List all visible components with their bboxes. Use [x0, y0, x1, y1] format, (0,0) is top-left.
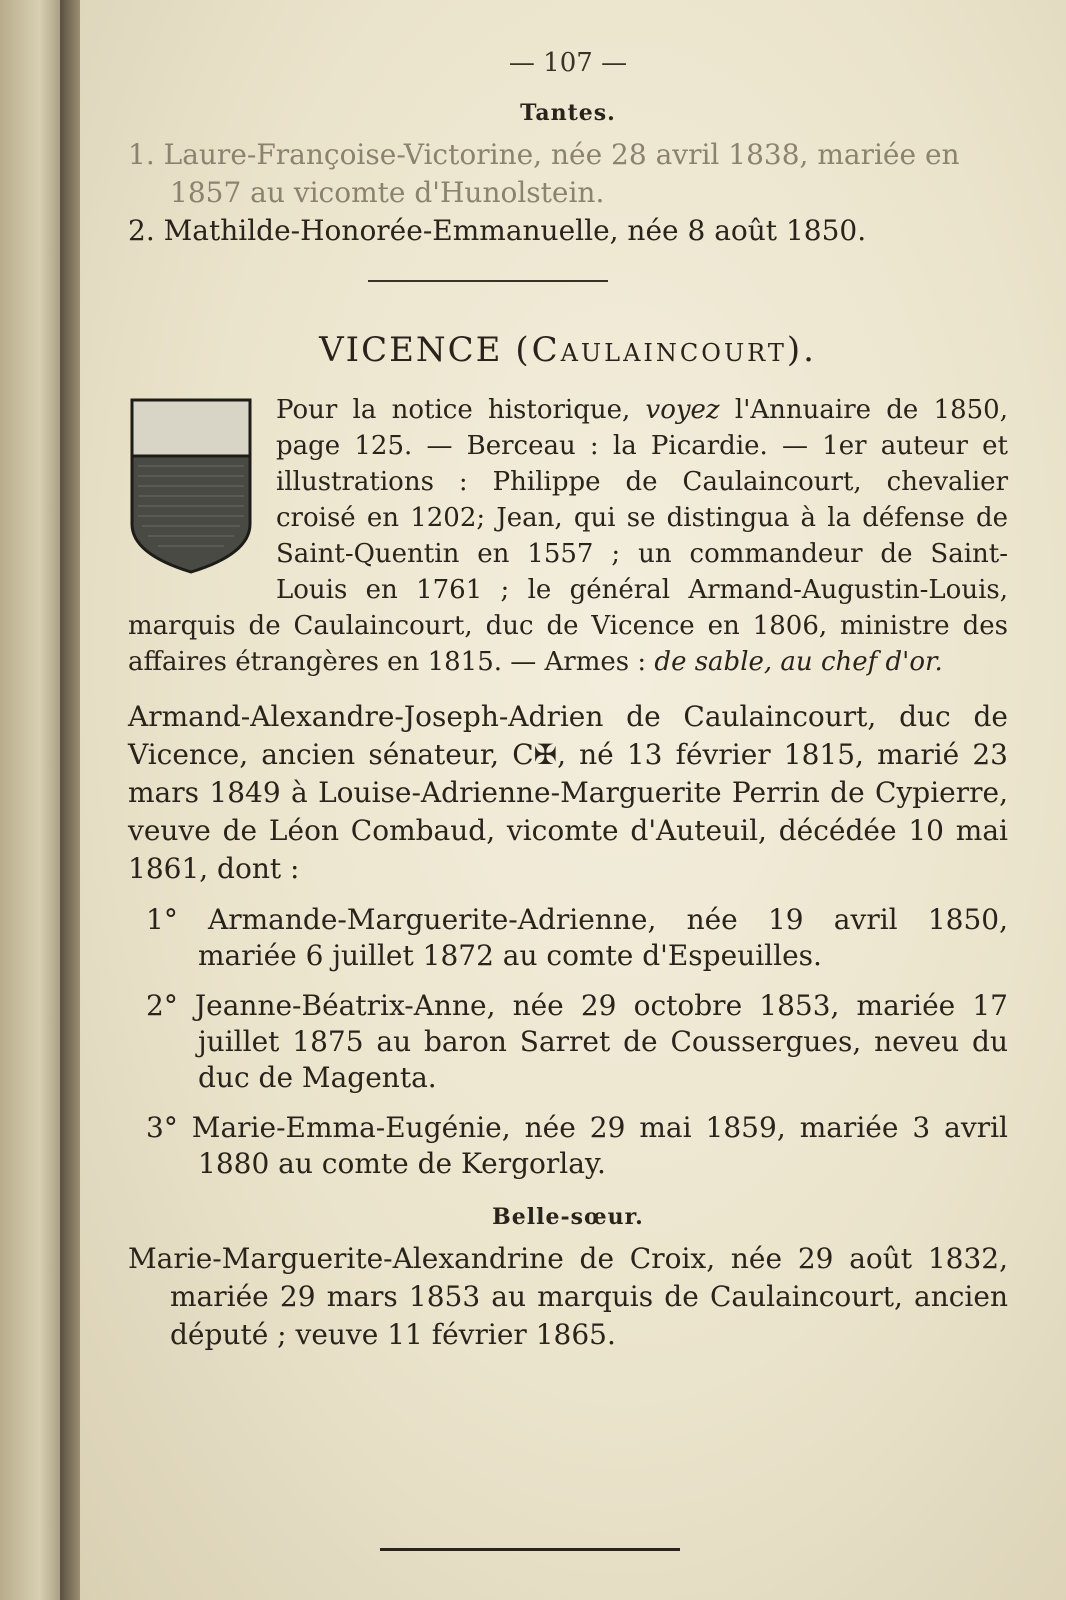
notice-voyez: voyez [645, 395, 720, 425]
child-entry-2: 2° Jeanne-Béatrix-Anne, née 29 octobre 1853, mariée 17 juillet 1875 au baron Sarret de Coussergues, neveu du duc de Magenta. [146, 989, 1008, 1094]
coat-of-arms-icon [128, 396, 254, 576]
tantes-entry-2: 2. Mathilde-Honorée-Emmanuelle, née 8 août 1850. [128, 214, 867, 247]
child-entry-1: 1° Armande-Marguerite-Adrienne, née 19 avril 1850, mariée 6 juillet 1872 au comte d'Espeuilles. [146, 903, 1008, 972]
page-number: — 107 — [508, 48, 628, 78]
main-entry: Armand-Alexandre-Joseph-Adrien de Caulaincourt, duc de Vicence, ancien sénateur, C✠, né 13 février 1815, marié 23 mars 1849 à Louise-Adrienne-Marguerite Perrin de Cypierre, veuve de Léon Combaud, vicomte d'Auteuil, décédée 10 mai 1861, dont : [128, 700, 1008, 885]
title-main: VICENCE [319, 330, 503, 370]
historical-notice [128, 392, 1008, 680]
belle-soeur-heading: Belle-sœur. [492, 1204, 644, 1230]
notice-text-2: l'Annuaire de 1850, page 125. — Berceau : la Picardie. — 1er auteur et illustrations : Philippe de Caulaincourt, chevalier croisé en 1202; Jean, qui se distingua à la défense de Saint-Quentin en 1557 ; un commandeur de Saint-Louis en 1761 ; le général Armand-Augustin-Louis, marquis de Caulaincourt, duc de Vicence en 1806, ministre des affaires étrangères en 1815. — Armes : [128, 395, 1008, 677]
notice-arms: de sable, au chef d'or. [654, 647, 943, 677]
tantes-entry-1: 1. Laure-Françoise-Victorine, née 28 avril 1838, mariée en 1857 au vicomte d'Hunolstein. [128, 138, 960, 209]
article-title [128, 330, 1008, 370]
title-paren: (Caulaincourt). [515, 330, 817, 370]
tantes-heading: Tantes. [520, 100, 616, 126]
bottom-divider [380, 1548, 680, 1551]
page-content [128, 48, 1008, 1354]
belle-soeur-entry: Marie-Marguerite-Alexandrine de Croix, née 29 août 1832, mariée 29 mars 1853 au marquis de Caulaincourt, ancien député ; veuve 11 février 1865. [128, 1242, 1008, 1351]
book-page [80, 0, 1066, 1600]
section-divider [368, 280, 608, 282]
child-entry-3: 3° Marie-Emma-Eugénie, née 29 mai 1859, mariée 3 avril 1880 au comte de Kergorlay. [146, 1111, 1008, 1180]
notice-text-1: Pour la notice historique, [276, 395, 646, 425]
